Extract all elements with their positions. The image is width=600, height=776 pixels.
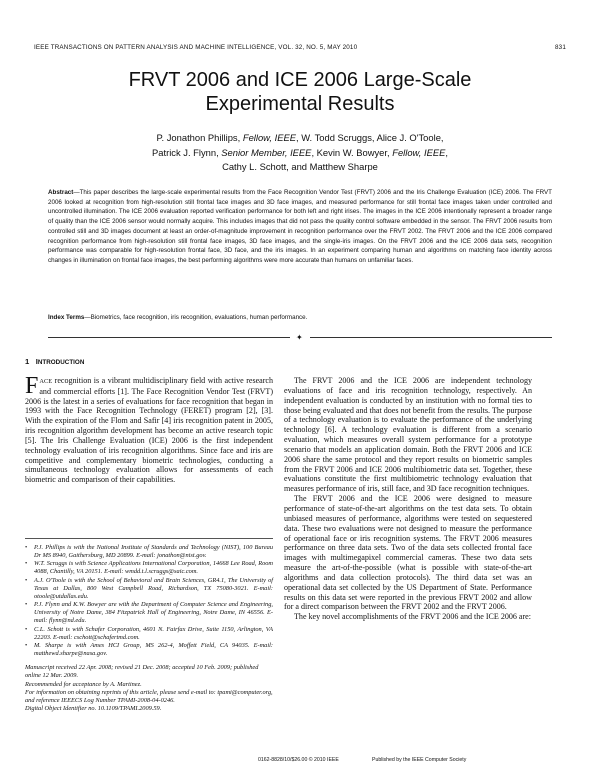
- footnote-item: • A.J. O'Toole is with the School of Behavioral and Brain Sciences, GR4.1, The University of Texas at Dallas, 800 West Campbell Road, Richardson, TX 75080-3021. E-mail: otoole@utdallas.edu.: [25, 576, 273, 600]
- footnote-item: • M. Sharpe is with Ames HCI Group, MS 262-4, Moffett Field, CA 94035. E-mail: matthewd.sharpe@nasa.gov.: [25, 641, 273, 658]
- bullet-icon: •: [25, 625, 28, 633]
- recommended-by: Recommended for acceptance by A. Martinez.: [25, 680, 142, 688]
- body-paragraph: The FRVT 2006 and the ICE 2006 were designed to measure performance of state-of-the-art algorithms on the test data sets. To obtain unbiased measures of performance, algorithms were tested on sequestered data. These two evaluations were not designed to measure the performance of operational face or iris recognition systems. The FRVT 2006 measures performance on three data sets. Two of the data sets collected frontal face images with multimegapixel commercial cameras. These two data sets measure the art-of-the-possible (what is possible with state-of-the-art algorithms and data collection protocols). The third data set was an operational data set collected by the US Department of State. Performance results on this data set were reported in the previous FRVT 2002 and allow for a direct comparison between the FRVT 2002 and the FRVT 2006.: [284, 494, 532, 612]
- author-role: Fellow, IEEE: [242, 132, 296, 143]
- diamond-icon: ✦: [296, 333, 303, 342]
- abstract-label: Abstract: [48, 189, 74, 196]
- author-line-2: [40, 146, 560, 161]
- section-title-rest: NTRODUCTION: [37, 359, 85, 366]
- author-role: Senior Member, IEEE: [221, 146, 312, 158]
- title-line-2: Experimental Results: [205, 93, 395, 115]
- manuscript-info: [25, 664, 273, 713]
- author-list: [40, 131, 560, 175]
- bullet-icon: •: [25, 560, 28, 568]
- author-flynn: Patrick J. Flynn,: [152, 146, 219, 158]
- bullet-icon: •: [25, 576, 28, 584]
- author-phillips: P. Jonathon Phillips,: [156, 132, 241, 143]
- index-terms-label: Index Terms: [48, 314, 85, 321]
- manuscript-dates: Manuscript received 22 Apr. 2008; revised 21 Dec. 2008; accepted 10 Feb. 2009; published online 12 Mar. 2009.: [25, 664, 259, 680]
- author-bowyer: , Kevin W. Bowyer,: [311, 146, 390, 158]
- copyright-notice: 0162-8828/10/$26.00 © 2010 IEEE: [258, 757, 339, 763]
- section-divider: [48, 333, 552, 342]
- author-role: Fellow, IEEE: [392, 146, 446, 158]
- footnote-item: • C.L. Schott is with Schafer Corporation, 4601 N. Fairfax Drive, Suite 1150, Arlington, VA 22203. E-mail: cschott@schafertmd.com.: [25, 625, 273, 641]
- index-terms: [48, 313, 552, 323]
- footnote-item: • P.J. Flynn and K.W. Bowyer are with the Department of Computer Science and Engineering, University of Notre Dame, 384 Fitzpatrick Hall of Engineering, Notre Dame, IN 46556. E-mail: flynn@nd.edu.: [25, 601, 273, 625]
- section-heading: [25, 357, 273, 368]
- divider-line-right: [310, 337, 552, 338]
- section-number: 1: [25, 357, 30, 366]
- bullet-icon: •: [25, 544, 28, 551]
- journal-name: IEEE TRANSACTIONS ON PATTERN ANALYSIS AND MACHINE INTELLIGENCE, VOL. 32, NO. 5, MAY 2010: [34, 44, 358, 51]
- author-line-1: [40, 131, 560, 146]
- bullet-icon: •: [25, 601, 28, 609]
- author-separator: ,: [445, 146, 448, 158]
- bullet-icon: •: [25, 641, 28, 649]
- left-column: [25, 357, 273, 485]
- footnote-item: • P.J. Phillips is with the National Institute of Standards and Technology (NIST), 100 Bureau Dr MS 8940, Gaithersburg, MD 20899. E-mail: jonathon@nist.gov.: [25, 544, 273, 560]
- title-line-1: FRVT 2006 and ICE 2006 Large-Scale: [128, 69, 472, 91]
- index-terms-text: —Biometrics, face recognition, iris recognition, evaluations, human performance.: [84, 314, 308, 321]
- drop-cap: F: [25, 372, 39, 399]
- paper-title: [40, 68, 560, 116]
- author-line-3: Cathy L. Schott, and Matthew Sharpe: [222, 161, 378, 172]
- abstract-text: —This paper describes the large-scale experimental results from the Face Recognition Vendor Test (FRVT) 2006 and the Iris Challenge Evaluation (ICE) 2006. The FRVT 2006 looked at recognition from high-resolution still frontal face images and 3D face images, and measured performance for still frontal face images taken under controlled and uncontrolled illumination. The ICE 2006 evaluation reported verification performance for both left and right irises. The images in the ICE 2006 intentionally represent a broader range of quality than the ICE 2006 sensor would normally acquire. This includes images that did not pass the quality control software embedded in the sensor. The FRVT 2006 results from controlled still and 3D images document at least an order-of-magnitude improvement in recognition performance over the FRVT 2002. The FRVT 2006 and the ICE 2006 compared recognition performance from high-resolution still frontal face images, 3D face images, and the single-iris images. On the FRVT 2006 and the ICE 2006 data sets, recognition performance was comparable for high-resolution frontal face, 3D face, and the iris images. In an experiment comparing human and algorithms on matching face identity across changes in illumination on frontal face images, the best performing algorithms were more accurate than humans on unfamiliar faces.: [48, 189, 552, 264]
- reprint-info: For information on obtaining reprints of this article, please send e-mail to: tpami@computer.org, and reference IEEECS Log Number TPAMI-2008-04-0246.: [25, 688, 273, 704]
- author-scruggs-otoole: , W. Todd Scruggs, Alice J. O'Toole,: [296, 132, 444, 143]
- footnote-rule: [25, 538, 273, 539]
- body-paragraph: The FRVT 2006 and the ICE 2006 are independent technology evaluations of face and iris recognition technology, respectively. An independent evaluation is conducted by an institution with no formal ties to those being evaluated and that does not benefit from the results. The purpose of a technology evaluation is to evaluate the performance of the underlying technology [6]. A technology evaluation is different from a scenario evaluation, which measures overall system performance for a prototype scenario that models an application domain. Both the FRVT 2006 and ICE 2006 share the same protocol and they report results on biometric samples from the FRVT 2006 and ICE 2006 multibiometric data set. Together, these evaluations constitute the first multibiometric technology evaluation that measures performance of iris, still face, and 3D face recognition techniques.: [284, 376, 532, 494]
- smallcaps-word: ACE: [39, 377, 53, 385]
- section-title-initial: I: [35, 357, 38, 366]
- footnotes: [25, 544, 273, 713]
- running-header: [34, 44, 566, 51]
- divider-line-left: [48, 337, 290, 338]
- footnote-item: • W.T. Scruggs is with Science Applications International Corporation, 14668 Lee Road, Room 4088, Chantilly, VA 20151. E-mail: wmdd.t.l.scruggs@saic.com.: [25, 560, 273, 576]
- right-column: [284, 376, 532, 622]
- page-number: 831: [555, 44, 566, 51]
- intro-text: recognition is a vibrant multidisciplinary field with active research and commercial efforts [1]. The Face Recognition Vendor Test (FRVT) 2006 is the latest in a series of evaluations for face recognition that began in 1993 with the Face Recognition Technology (FERET) program [2], [3]. With the expiration of the Flom and Safir [4] iris recognition patent in 2005, iris recognition algorithm development has become an active research topic [5]. The Iris Challenge Evaluation (ICE) 2006 is the first independent technology evaluation of iris recognition algorithms. Since face and iris are competitive and complementary biometric technologies, conducting a simultaneous technology evaluation allows for assessments of each biometric and comparison of their capabilities.: [25, 375, 273, 485]
- intro-paragraph: [25, 372, 273, 485]
- publisher-notice: Published by the IEEE Computer Society: [372, 757, 467, 763]
- body-paragraph: The key novel accomplishments of the FRVT 2006 and the ICE 2006 are:: [294, 612, 531, 622]
- abstract: [48, 188, 552, 266]
- doi: Digital Object Identifier no. 10.1109/TPAMI.2009.59.: [25, 704, 162, 712]
